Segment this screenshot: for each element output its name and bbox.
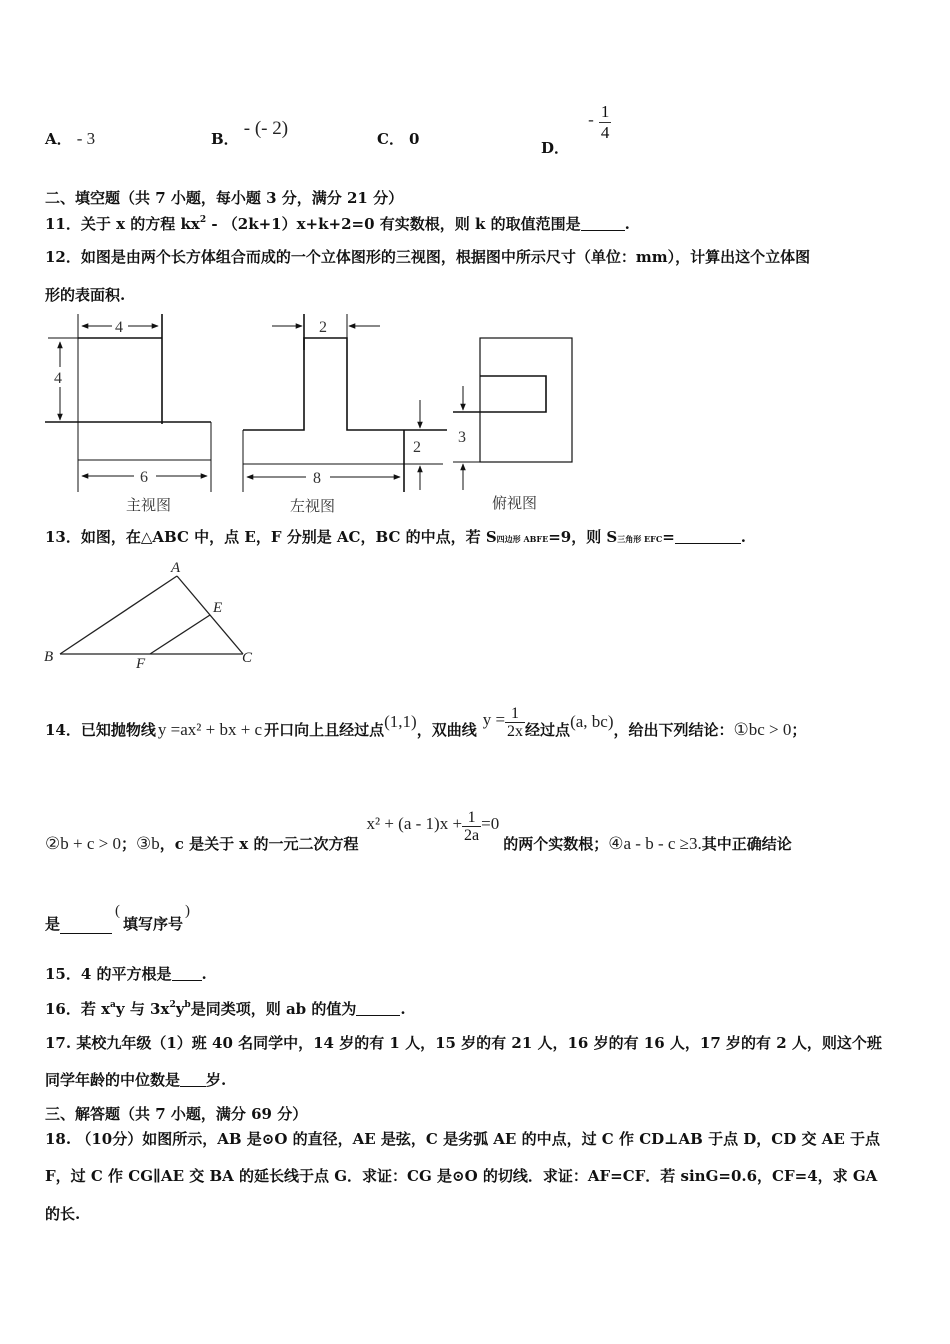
q11-text-pre: 关于 x 的方程 kx xyxy=(80,215,200,233)
question-number: 11． xyxy=(45,215,81,233)
q13-text-mid: =9，则 S xyxy=(548,528,618,546)
triangle-abc-diagram xyxy=(38,558,268,673)
left-view xyxy=(243,314,447,492)
question-number: 12． xyxy=(45,248,81,266)
section-2-heading: 二、填空题（共 7 小题，每小题 3 分，满分 21 分） xyxy=(45,189,404,207)
q14-parabola-equation: y =ax² + bx + c xyxy=(157,720,263,739)
fraction-denominator: 4 xyxy=(600,123,610,142)
q11-period: . xyxy=(624,215,630,233)
q14-quadratic-lhs: x² + (a - 1)x + xyxy=(366,814,463,833)
question-18-line2: F，过 C 作 CG∥AE 交 BA 的延长线于点 G．求证：CG 是⊙O 的切线．求证：AF=CF．若 sinG=0.6，CF=4，求 GA xyxy=(45,1167,878,1185)
choice-c xyxy=(377,128,419,149)
fraction-numerator: 1 xyxy=(462,809,481,827)
q14-hyperbola-fraction xyxy=(505,705,525,740)
left-dim-top: 2 xyxy=(319,319,327,336)
q15-text: 4 的平方根是 xyxy=(80,965,172,983)
q14-text-10: 填写序号 xyxy=(123,915,184,933)
choice-d xyxy=(541,102,611,157)
q14-quadratic-rhs: =0 xyxy=(481,814,500,833)
question-14-line3 xyxy=(45,904,190,934)
q13-equals: = xyxy=(662,528,675,546)
question-number: 16． xyxy=(45,1000,81,1018)
question-16 xyxy=(45,998,406,1019)
q14-point-1-1: (1,1) xyxy=(384,712,417,731)
q14-text-9: 是 xyxy=(45,915,61,933)
q13-subscript-2: 三角形 EFC xyxy=(617,534,663,544)
question-15 xyxy=(45,963,207,984)
fraction-denominator: 2x xyxy=(507,723,524,740)
front-view-caption: 主视图 xyxy=(126,496,172,514)
answer-blank[interactable] xyxy=(180,1072,206,1087)
top-view-caption: 俯视图 xyxy=(492,494,538,512)
q14-conclusion-1: ①bc > 0 xyxy=(733,720,792,739)
question-18-line3: 的长. xyxy=(45,1205,81,1223)
answer-blank[interactable] xyxy=(581,216,625,231)
front-dim-top: 4 xyxy=(115,319,123,336)
q18-text-1: （10分）如图所示，AB 是⊙O 的直径，AE 是弦，C 是劣弧 AE 的中点，过 C 作 CD⊥AB 于点 D，CD 交 AE 于点 xyxy=(76,1130,880,1148)
left-dim-bottom: 8 xyxy=(313,470,321,487)
q16-period: . xyxy=(400,1000,406,1018)
q14-conclusion-2: ②b + c > 0 xyxy=(45,834,121,853)
answer-blank[interactable] xyxy=(60,919,112,934)
q14-paren-close: ) xyxy=(185,903,191,919)
q13-subscript-1: 四边形 ABFE xyxy=(496,534,549,544)
q16-exponent-2: 2 xyxy=(169,1000,176,1010)
q14-conclusion-4: ④a - b - c ≥3. xyxy=(608,834,702,853)
top-dim-left: 3 xyxy=(458,429,466,446)
choice-a-label: A． xyxy=(45,130,72,148)
question-14-line2 xyxy=(45,802,792,854)
choice-d-fraction xyxy=(599,102,612,143)
fraction-numerator: 1 xyxy=(600,102,610,121)
q14-hyperbola-lhs: y = xyxy=(482,710,506,729)
answer-blank[interactable] xyxy=(675,529,741,544)
question-12-line2: 形的表面积. xyxy=(45,286,126,304)
q16-text-1: 若 x xyxy=(80,1000,111,1018)
choice-a xyxy=(45,128,95,149)
q15-period: . xyxy=(201,965,207,983)
q14-text-4: 经过点 xyxy=(525,721,571,739)
q14-conclusion-3: ③b xyxy=(135,834,160,853)
choice-c-value: 0 xyxy=(409,130,420,148)
front-view xyxy=(45,314,211,492)
front-dim-bottom: 6 xyxy=(140,469,148,486)
q14-text-3: ，双曲线 xyxy=(416,721,477,739)
choice-a-value: - 3 xyxy=(76,129,96,148)
question-number: 13． xyxy=(45,528,81,546)
choice-b-value: - (- 2) xyxy=(243,118,289,139)
q11-text-post: - （2k+1）x+k+2=0 有实数根，则 k 的取值范围是 xyxy=(206,215,581,233)
q17-text: 某校九年级（1）班 40 名同学中，14 岁的有 1 人，15 岁的有 21 人，16 岁的有 16 人，17 岁的有 2 人，则这个班 xyxy=(76,1034,882,1052)
left-dim-right: 2 xyxy=(413,439,421,456)
label-e: E xyxy=(213,600,223,616)
fraction-denominator: 2a xyxy=(464,827,480,844)
answer-blank[interactable] xyxy=(356,1001,400,1016)
question-number: 17. xyxy=(45,1034,72,1052)
q14-paren-open: ( xyxy=(115,903,121,919)
label-a: A xyxy=(171,560,181,576)
q14-quadratic-fraction xyxy=(462,809,481,844)
question-18-line1 xyxy=(45,1128,880,1149)
q17-text-2b: 岁. xyxy=(206,1071,227,1089)
q14-text-5: ，给出下列结论： xyxy=(613,721,734,739)
q13-text: 如图，在△ABC 中，点 E，F 分别是 AC，BC 的中点，若 S xyxy=(80,528,497,546)
choice-c-label: C． xyxy=(377,130,404,148)
question-17-line1 xyxy=(45,1032,882,1053)
question-number: 15． xyxy=(45,965,81,983)
q14-text-7: 的两个实数根； xyxy=(503,835,609,853)
three-view-diagram xyxy=(40,312,585,517)
choice-d-sign: - xyxy=(588,110,594,129)
q16-text-4: 是同类项，则 ab 的值为 xyxy=(190,1000,357,1018)
left-view-caption: 左视图 xyxy=(290,497,336,515)
question-12-line1 xyxy=(45,246,810,267)
choice-d-label: D． xyxy=(541,139,570,157)
q14-text-1: 已知抛物线 xyxy=(80,721,156,739)
q14-semicolon: ； xyxy=(120,835,136,853)
answer-blank[interactable] xyxy=(172,966,202,981)
q14-text-2: 开口向上且经过点 xyxy=(264,721,385,739)
q16-exponent-a: a xyxy=(110,1000,116,1010)
q16-text-3: y xyxy=(175,1000,185,1018)
question-11 xyxy=(45,213,630,234)
q14-semicolon: ； xyxy=(791,721,807,739)
section-3-heading: 三、解答题（共 7 小题，满分 69 分） xyxy=(45,1105,308,1123)
choice-b-label: B． xyxy=(211,130,239,148)
choice-b xyxy=(211,118,289,148)
question-17-line2 xyxy=(45,1069,226,1090)
q12-text: 如图是由两个长方体组合而成的一个立体图形的三视图，根据图中所示尺寸（单位：mm），计算出这个立体图 xyxy=(80,248,811,266)
question-number: 18. xyxy=(45,1130,72,1148)
fraction-numerator: 1 xyxy=(505,705,525,723)
question-13 xyxy=(45,526,746,547)
question-number: 14． xyxy=(45,721,81,739)
q16-text-2: y 与 3x xyxy=(115,1000,170,1018)
q14-text-8: 其中正确结论 xyxy=(701,835,792,853)
label-f: F xyxy=(136,656,146,672)
q11-exponent: 2 xyxy=(199,215,207,225)
q14-point-a-bc: (a, bc) xyxy=(570,712,614,731)
label-b: B xyxy=(44,649,54,665)
front-dim-left: 4 xyxy=(54,370,62,387)
label-c: C xyxy=(242,650,253,666)
q16-exponent-b: b xyxy=(184,1000,191,1010)
question-14-line1 xyxy=(45,690,806,740)
q13-period: . xyxy=(740,528,747,546)
q17-text-2a: 同学年龄的中位数是 xyxy=(45,1071,181,1089)
top-view xyxy=(453,338,572,490)
q14-text-6: ，c 是关于 x 的一元二次方程 xyxy=(159,835,359,853)
